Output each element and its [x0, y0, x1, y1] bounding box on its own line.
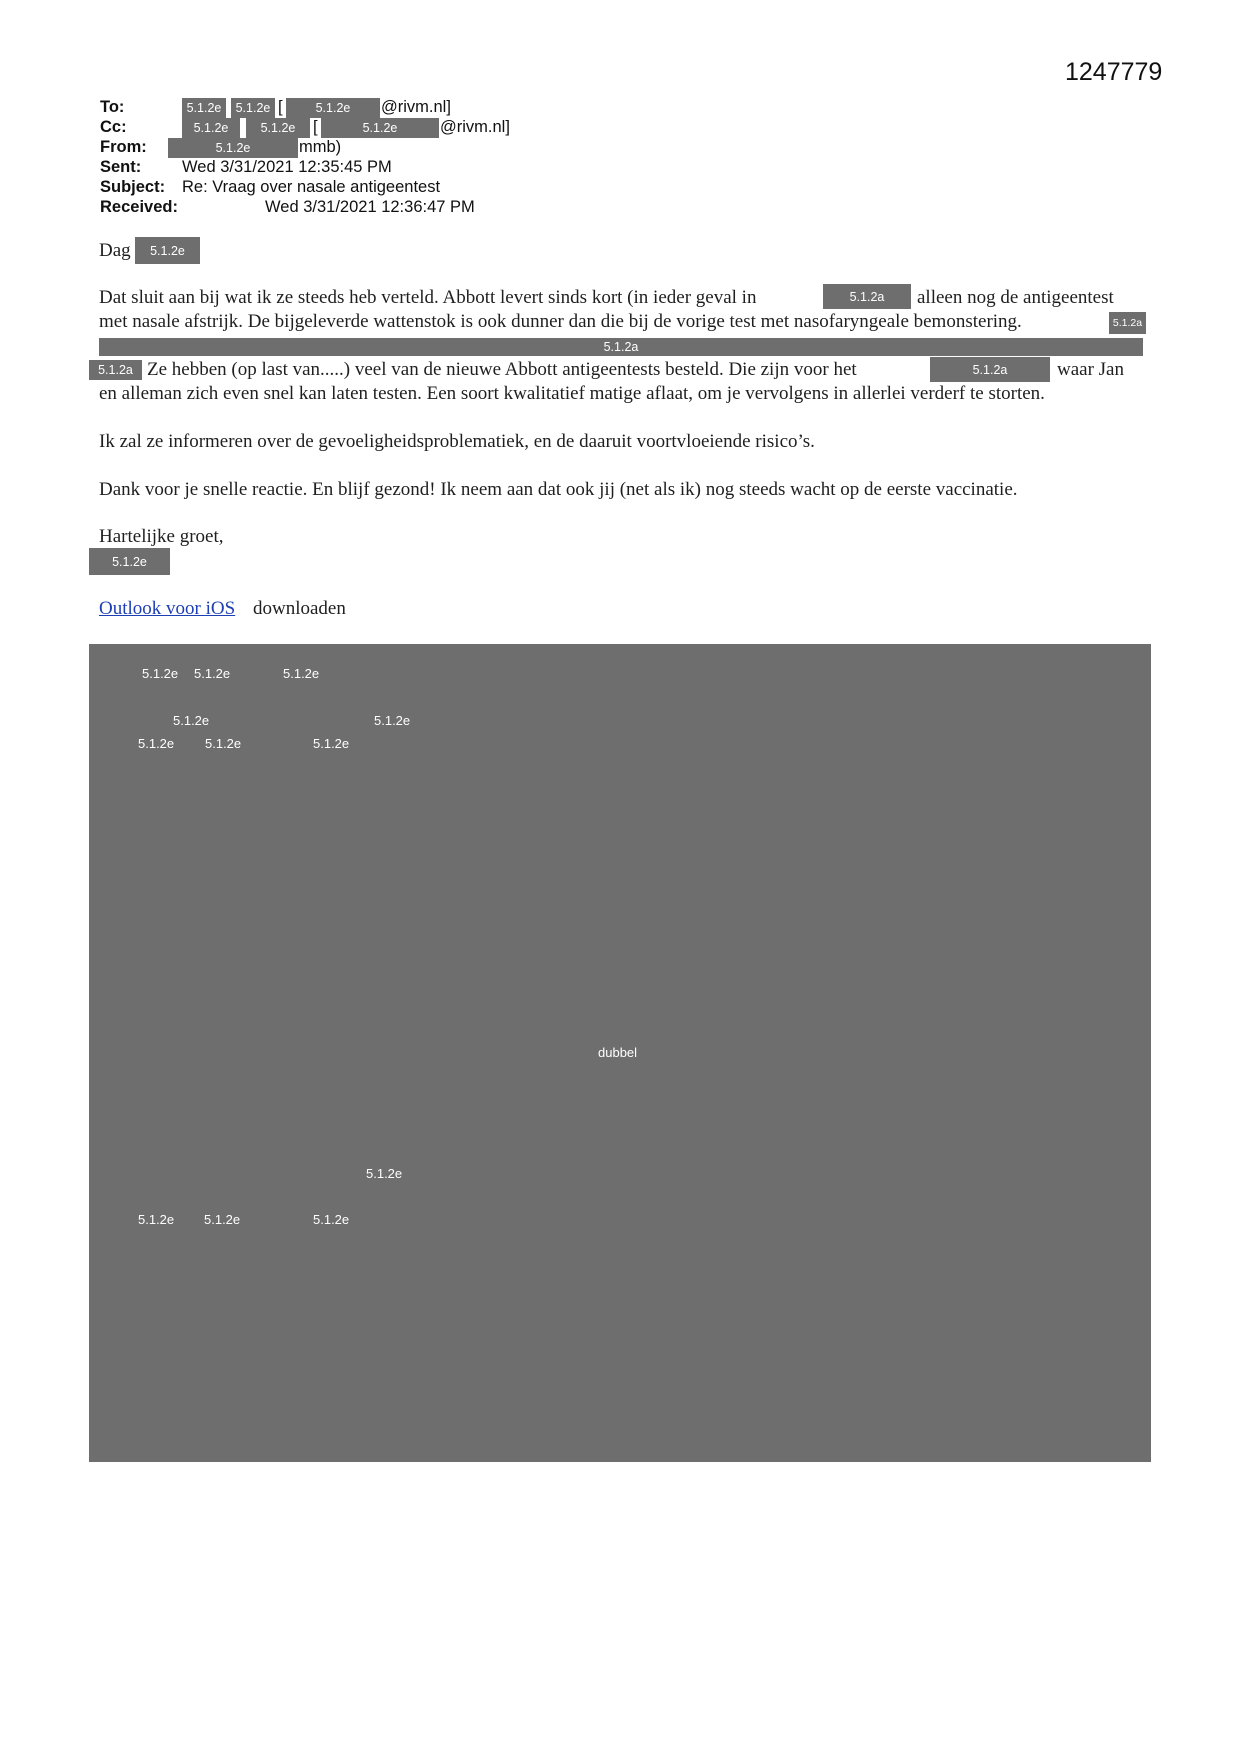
redaction-cc-3: 5.1.2e	[321, 118, 439, 138]
outlook-ios-link[interactable]: Outlook voor iOS	[99, 598, 236, 619]
redaction-to-2: 5.1.2e	[231, 98, 275, 118]
block-label-9: 5.1.2e	[366, 1166, 403, 1181]
redaction-cc-2: 5.1.2e	[246, 118, 310, 138]
to-label: To:	[100, 98, 125, 116]
paragraph-2: Ik zal ze informeren over de gevoeligheidsproblematiek, en de daaruit voortvloeiende risico’s.	[99, 431, 815, 452]
block-label-dubbel: dubbel	[598, 1045, 638, 1060]
cc-bracket: [	[313, 118, 318, 136]
redaction-greeting-name: 5.1.2e	[135, 237, 200, 264]
redaction-p1-region: 5.1.2a	[823, 284, 911, 309]
redaction-signature: 5.1.2e	[89, 548, 170, 575]
block-label-12: 5.1.2e	[313, 1212, 350, 1227]
block-label-11: 5.1.2e	[204, 1212, 241, 1227]
p1-line4-b: waar Jan	[1057, 359, 1124, 380]
block-label-6: 5.1.2e	[138, 736, 175, 751]
received-label: Received:	[100, 198, 178, 216]
received-value: Wed 3/31/2021 12:36:47 PM	[265, 198, 475, 216]
from-suffix: mmb)	[299, 138, 342, 156]
block-label-7: 5.1.2e	[205, 736, 242, 751]
to-domain: @rivm.nl]	[381, 98, 451, 116]
cc-label: Cc:	[100, 118, 127, 136]
redaction-to-1: 5.1.2e	[182, 98, 226, 118]
redaction-p1-line2-end: 5.1.2a	[1109, 312, 1146, 334]
outlook-suffix: downloaden	[253, 598, 346, 619]
block-label-10: 5.1.2e	[138, 1212, 175, 1227]
p1-line4-a: Ze hebben (op last van.....) veel van de nieuwe Abbott antigeentests besteld. Die zijn voor het	[147, 359, 857, 380]
sent-value: Wed 3/31/2021 12:35:45 PM	[182, 158, 392, 176]
redaction-p1-line3: 5.1.2a	[99, 338, 1143, 356]
redaction-p1-line4-mid: 5.1.2a	[930, 357, 1050, 382]
redaction-p1-line4-start: 5.1.2a	[89, 360, 142, 380]
from-label: From:	[100, 138, 147, 156]
subject-value: Re: Vraag over nasale antigeentest	[182, 178, 441, 196]
greeting: Dag	[99, 240, 131, 261]
p1-line1-a: Dat sluit aan bij wat ik ze steeds heb verteld. Abbott levert sinds kort (in ieder geval in	[99, 287, 757, 308]
block-label-5: 5.1.2e	[374, 713, 411, 728]
subject-label: Subject:	[100, 178, 166, 196]
cc-domain: @rivm.nl]	[440, 118, 510, 136]
p1-line1-b: alleen nog de antigeentest	[917, 287, 1114, 308]
block-label-4: 5.1.2e	[173, 713, 210, 728]
paragraph-3: Dank voor je snelle reactie. En blijf gezond! Ik neem aan dat ook jij (net als ik) nog steeds wacht op de eerste vaccinatie.	[99, 479, 1018, 500]
block-label-3: 5.1.2e	[283, 666, 320, 681]
p1-line5: en alleman zich even snel kan laten testen. Een soort kwalitatief matige aflaat, om je vervolgens in allerlei verderf te storten.	[99, 383, 1045, 404]
block-label-8: 5.1.2e	[313, 736, 350, 751]
p1-line2: met nasale afstrijk. De bijgeleverde wattenstok is ook dunner dan die bij de vorige test met nasofaryngeale bemonstering.	[99, 311, 1022, 332]
block-label-1: 5.1.2e	[142, 666, 179, 681]
redacted-block	[89, 644, 1151, 1462]
document-number: 1247779	[1065, 58, 1163, 86]
redaction-from: 5.1.2e	[168, 138, 298, 158]
to-bracket: [	[278, 98, 283, 116]
redaction-to-3: 5.1.2e	[286, 98, 380, 118]
closing: Hartelijke groet,	[99, 526, 224, 547]
block-label-2: 5.1.2e	[194, 666, 231, 681]
redaction-cc-1: 5.1.2e	[182, 118, 240, 138]
sent-label: Sent:	[100, 158, 142, 176]
